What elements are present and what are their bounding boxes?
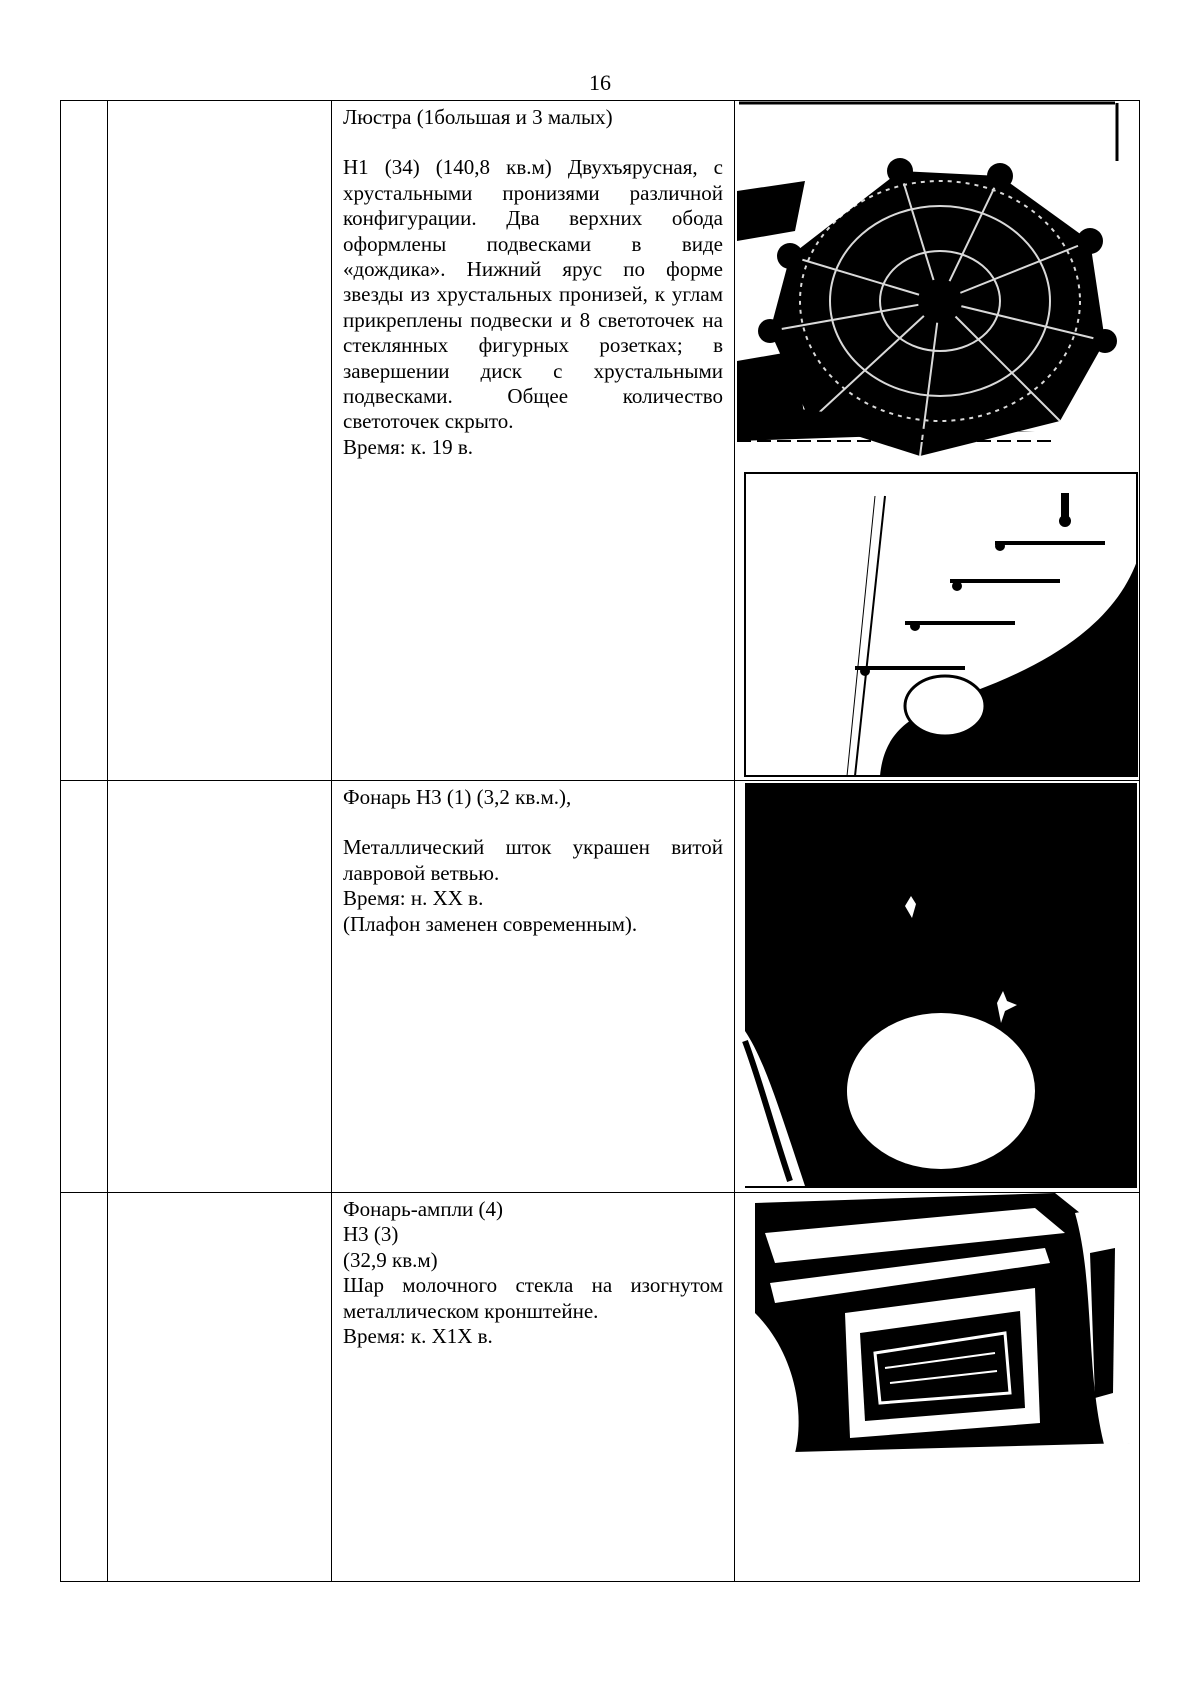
name-cell — [108, 101, 332, 781]
item-title: Фонарь-ампли (4) — [343, 1197, 504, 1221]
item-date: Время: н. XX в. — [343, 886, 484, 911]
name-cell — [108, 781, 332, 1193]
item-description: Н1 (34) (140,8 кв.м) Двухъярусная, с хрустальными пронизями различной конфигурации. Два верхних обода оформлены подвесками в виде «дождика». Нижний ярус по форме звезды из хрустальных пронизей, к углам прикреплены подвески и 8 светоточек на стеклянных фигурных розетках; в завершении диск с хрустальными подвесками. Общее количество светоточек скрыто. — [343, 155, 723, 434]
small-chandelier-photo — [745, 473, 1137, 776]
item-note: (Плафон заменен современным). — [343, 911, 638, 936]
item-date: Время: к. 19 в. — [343, 434, 473, 459]
number-cell — [61, 1193, 108, 1582]
photo-cell — [735, 101, 1140, 781]
item-title: Фонарь Н3 (1) (3,2 кв.м.), — [343, 785, 572, 809]
item-date: Время: к. Х1Х в. — [343, 1324, 493, 1349]
table-row-lamp — [61, 1193, 1140, 1582]
item-description: Металлический шток украшен витой лавровой ветвью. — [343, 835, 723, 885]
item-title: Люстра (1большая и 3 малых) — [343, 105, 613, 129]
description-cell — [332, 101, 735, 781]
name-cell — [108, 1193, 332, 1582]
photo-cell — [735, 781, 1140, 1193]
item-description: Шар молочного стекла на изогнутом металлическом кронштейне. — [343, 1273, 723, 1323]
table-row-lantern — [61, 781, 1140, 1193]
description-cell — [332, 781, 735, 1193]
chandelier-photo-top — [737, 103, 1117, 456]
table-row-chandelier — [61, 101, 1140, 781]
item-code: Н3 (3) — [343, 1222, 399, 1247]
chandelier-photos — [735, 101, 1140, 780]
number-cell — [61, 101, 108, 781]
lamp-bracket-photo — [735, 1193, 1140, 1581]
page-number: 16 — [589, 70, 611, 95]
item-area: (32,9 кв.м) — [343, 1247, 438, 1272]
photo-cell — [735, 1193, 1140, 1582]
inventory-table — [60, 100, 1140, 1582]
lantern-photo — [735, 781, 1140, 1192]
number-cell — [61, 781, 108, 1193]
description-cell — [332, 1193, 735, 1582]
